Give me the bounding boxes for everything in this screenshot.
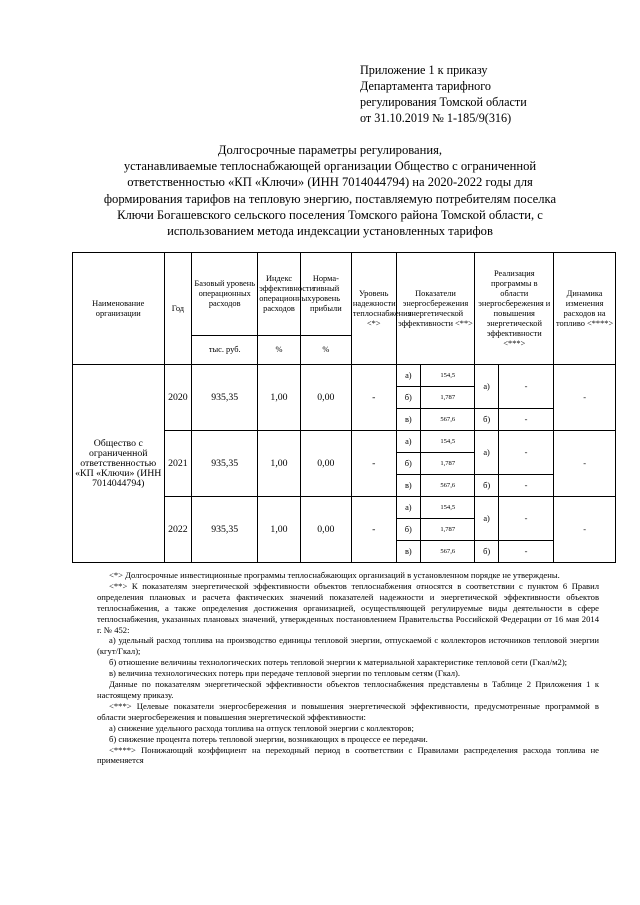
- energy-value-a: 154,5: [421, 431, 475, 453]
- title-line: Ключи Богашевского сельского поселения Томского района Томской области, с: [117, 207, 543, 222]
- profit-cell: 0,00: [300, 365, 351, 431]
- header-reliability: Уровень надежности теплоснабжения <*>: [351, 253, 396, 365]
- header-program: Реализация программы в области энергосбережения и повышения энергетической эффективности <***>: [475, 253, 554, 365]
- fuel-cell: -: [554, 497, 616, 563]
- energy-value-a: 154,5: [421, 365, 475, 387]
- header-energy: Показатели энергосбережения энергетической эффективности <**>: [396, 253, 475, 365]
- header-fuel: Динамика изменения расходов на топливо <****>: [554, 253, 616, 365]
- fuel-cell: -: [554, 365, 616, 431]
- program-label-a: а): [475, 497, 498, 541]
- footnotes: [97, 570, 599, 766]
- energy-value-b: 1,787: [421, 453, 475, 475]
- index-cell: 1,00: [258, 497, 301, 563]
- program-value-b: -: [498, 541, 553, 563]
- footnote: <*> Долгосрочные инвестиционные программы теплоснабжающих организаций в установленном порядке не утверждены.: [109, 570, 560, 580]
- footnote: а) удельный расход топлива на производство единицы тепловой энергии, отпускаемой с коллекторов источников тепловой энергии (кгут/Гкал);: [97, 635, 599, 657]
- reliability-cell: -: [351, 497, 396, 563]
- program-value-b: -: [498, 409, 553, 431]
- footnote: в) величина технологических потерь при передаче тепловой энергии по тепловым сетям (Гкал).: [109, 668, 461, 679]
- approval-line: Департамента тарифного: [360, 79, 491, 93]
- energy-label-v: в): [396, 541, 420, 563]
- approval-line: Приложение 1 к приказу: [360, 63, 488, 77]
- table-row: [73, 365, 616, 387]
- footnote: Данные по показателям энергетической эффективности объектов теплоснабжения представлены в Таблице 2 Приложения 1 к настоящему приказу.: [97, 679, 599, 700]
- table-header-row: [73, 253, 616, 336]
- energy-label-v: в): [396, 475, 420, 497]
- base-cell: 935,35: [192, 497, 258, 563]
- program-value-a: -: [498, 431, 553, 475]
- title-line: устанавливаемые теплоснабжающей организации Общество с ограниченной: [123, 159, 537, 174]
- approval-line: регулирования Томской области: [360, 95, 527, 109]
- parameters-table: [72, 252, 616, 563]
- energy-value-b: 1,787: [421, 519, 475, 541]
- unit-profit: %: [300, 336, 351, 365]
- org-name-cell: Общество с ограниченной ответственностью «КП «Ключи» (ИНН 7014044794): [73, 365, 165, 563]
- base-cell: 935,35: [192, 431, 258, 497]
- program-label-a: а): [475, 365, 498, 409]
- header-index: Индекс эффективности операционных расходов: [258, 253, 301, 336]
- reliability-cell: -: [351, 365, 396, 431]
- program-value-a: -: [498, 365, 553, 409]
- program-label-b: б): [475, 475, 498, 497]
- year-cell: 2021: [164, 431, 192, 497]
- footnote: <****> Понижающий коэффициент на переходный период в соответствии с Правилами распределения расхода топлива не применяется: [97, 744, 599, 766]
- document-title: [70, 142, 590, 239]
- energy-value-v: 567,6: [421, 475, 475, 497]
- title-line: ответственностью «КП «Ключи» (ИНН 7014044794) на 2020-2022 годы для: [127, 175, 533, 190]
- year-cell: 2022: [164, 497, 192, 563]
- header-year: Год: [164, 253, 192, 365]
- energy-value-v: 567,6: [421, 409, 475, 431]
- energy-label-v: в): [396, 409, 420, 431]
- program-label-b: б): [475, 409, 498, 431]
- profit-cell: 0,00: [300, 431, 351, 497]
- title-line: формирования тарифов на тепловую энергию, поставляемую потребителям поселка: [103, 191, 557, 206]
- index-cell: 1,00: [258, 431, 301, 497]
- unit-index: %: [258, 336, 301, 365]
- unit-base: тыс. руб.: [192, 336, 258, 365]
- footnote: <**> К показателям энергетической эффективности объектов теплоснабжения относятся в соответствии с пунктом 6 Правил определения плановых и расчета фактических значений показателей надежности и энергетической эффективности объектов теплоснабжения, а также определения достижения организацией, осуществляющей регулируемые виды деятельности в сфере теплоснабжения, указанных плановых значений, утвержденных постановлением Правительства Российской Федерации от 16 мая 2014 г. № 452:: [97, 580, 599, 635]
- year-cell: 2020: [164, 365, 192, 431]
- energy-label-b: б): [396, 387, 420, 409]
- energy-value-b: 1,787: [421, 387, 475, 409]
- program-label-b: б): [475, 541, 498, 563]
- energy-label-a: а): [396, 365, 420, 387]
- title-line: использованием метода индексации установленных тарифов: [167, 224, 493, 239]
- program-value-a: -: [498, 497, 553, 541]
- footnote: б) снижение процента потерь тепловой энергии, возникающих в процессе ее передачи.: [109, 733, 428, 744]
- approval-block: [360, 62, 610, 126]
- index-cell: 1,00: [258, 365, 301, 431]
- header-profit: Норма-тивный уровень прибыли: [300, 253, 351, 336]
- energy-value-a: 154,5: [421, 497, 475, 519]
- header-org: Наименование организации: [73, 253, 165, 365]
- base-cell: 935,35: [192, 365, 258, 431]
- approval-line: от 31.10.2019 № 1-185/9(316): [360, 111, 512, 125]
- header-base: Базовый уровень операционных расходов: [192, 253, 258, 336]
- title-line: Долгосрочные параметры регулирования,: [217, 143, 443, 157]
- energy-label-a: а): [396, 497, 420, 519]
- reliability-cell: -: [351, 431, 396, 497]
- footnote: б) отношение величины технологических потерь тепловой энергии к материальной характеристике тепловой сети (Гкал/м2);: [109, 657, 568, 668]
- footnote: <***> Целевые показатели энергосбережения и повышения энергетической эффективности, предусмотренные программой в области энергосбережения и повышения энергетической эффективности:: [97, 700, 599, 722]
- fuel-cell: -: [554, 431, 616, 497]
- energy-label-a: а): [396, 431, 420, 453]
- footnote: а) снижение удельного расхода топлива на отпуск тепловой энергии с коллекторов;: [109, 722, 414, 733]
- program-value-b: -: [498, 475, 553, 497]
- energy-label-b: б): [396, 519, 420, 541]
- program-label-a: а): [475, 431, 498, 475]
- energy-label-b: б): [396, 453, 420, 475]
- profit-cell: 0,00: [300, 497, 351, 563]
- energy-value-v: 567,6: [421, 541, 475, 563]
